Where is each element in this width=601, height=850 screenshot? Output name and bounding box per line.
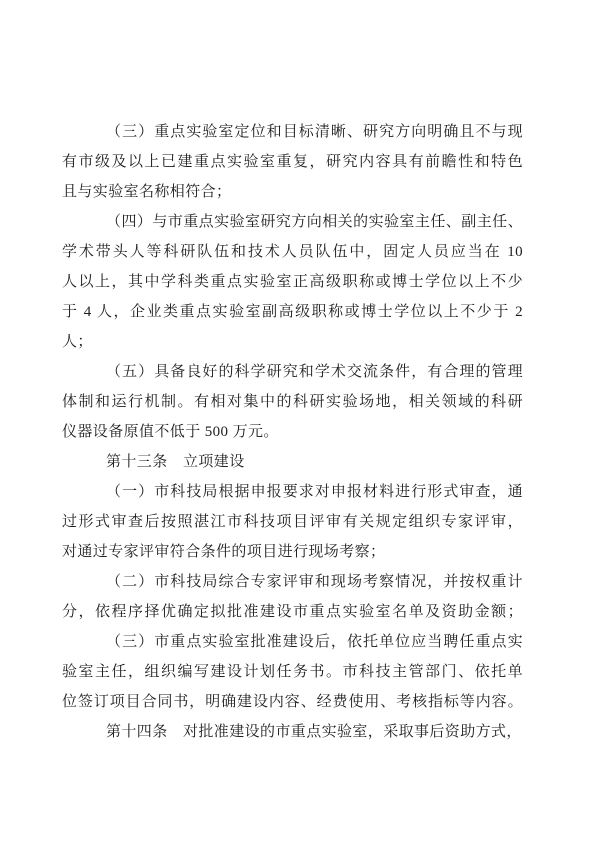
text-line: （三）市重点实验室批准建设后，依托单位应当聘任重点实 <box>106 634 523 650</box>
text-line: （二）市科技局综合专家评审和现场考察情况，并按权重计 <box>106 574 523 590</box>
text-line: 仪器设备原值不低于 500 万元。 <box>62 424 279 440</box>
text-line: 于 4 人，企业类重点实验室副高级职称或博士学位以上不少于 2 <box>62 304 523 320</box>
text-line: 过形式审查后按照湛江市科技项目评审有关规定组织专家评审， <box>62 514 523 530</box>
text-line: （五）具备良好的科学研究和学术交流条件，有合理的管理 <box>106 364 523 380</box>
clause-4-personnel <box>62 207 523 357</box>
article-13-heading <box>62 447 523 477</box>
article-13-item-1 <box>62 477 523 567</box>
article-13-item-2 <box>62 567 523 627</box>
article-13-item-3 <box>62 627 523 717</box>
document-body <box>62 117 523 747</box>
clause-3-positioning <box>62 117 523 207</box>
text-line: 人以上，其中学科类重点实验室正高级职称或博士学位以上不少 <box>62 274 523 290</box>
text-line: （三）重点实验室定位和目标清晰、研究方向明确且不与现 <box>106 124 523 140</box>
text-line: （一）市科技局根据申报要求对申报材料进行形式审查，通 <box>106 484 523 500</box>
text-line: 分，依程序择优确定拟批准建设市重点实验室名单及资助金额； <box>62 604 523 620</box>
text-line: 有市级及以上已建重点实验室重复，研究内容具有前瞻性和特色 <box>62 154 523 170</box>
text-line: 第十三条 立项建设 <box>106 454 245 470</box>
text-line: 体制和运行机制。有相对集中的科研实验场地，相关领域的科研 <box>62 394 523 410</box>
text-line: 对通过专家评审符合条件的项目进行现场考察； <box>62 544 386 560</box>
text-line: （四）与市重点实验室研究方向相关的实验室主任、副主任、 <box>106 214 523 230</box>
text-line: 学术带头人等科研队伍和技术人员队伍中，固定人员应当在 10 <box>62 244 523 260</box>
text-line: 且与实验室名称相符合； <box>62 184 232 200</box>
text-line: 人； <box>62 334 93 350</box>
clause-5-conditions <box>62 357 523 447</box>
text-line: 第十四条 对批准建设的市重点实验室，采取事后资助方式， <box>106 724 522 740</box>
article-14-opening <box>62 717 523 747</box>
text-line: 验室主任，组织编写建设计划任务书。市科技主管部门、依托单 <box>62 664 523 680</box>
text-line: 位签订项目合同书，明确建设内容、经费使用、考核指标等内容。 <box>62 694 523 710</box>
